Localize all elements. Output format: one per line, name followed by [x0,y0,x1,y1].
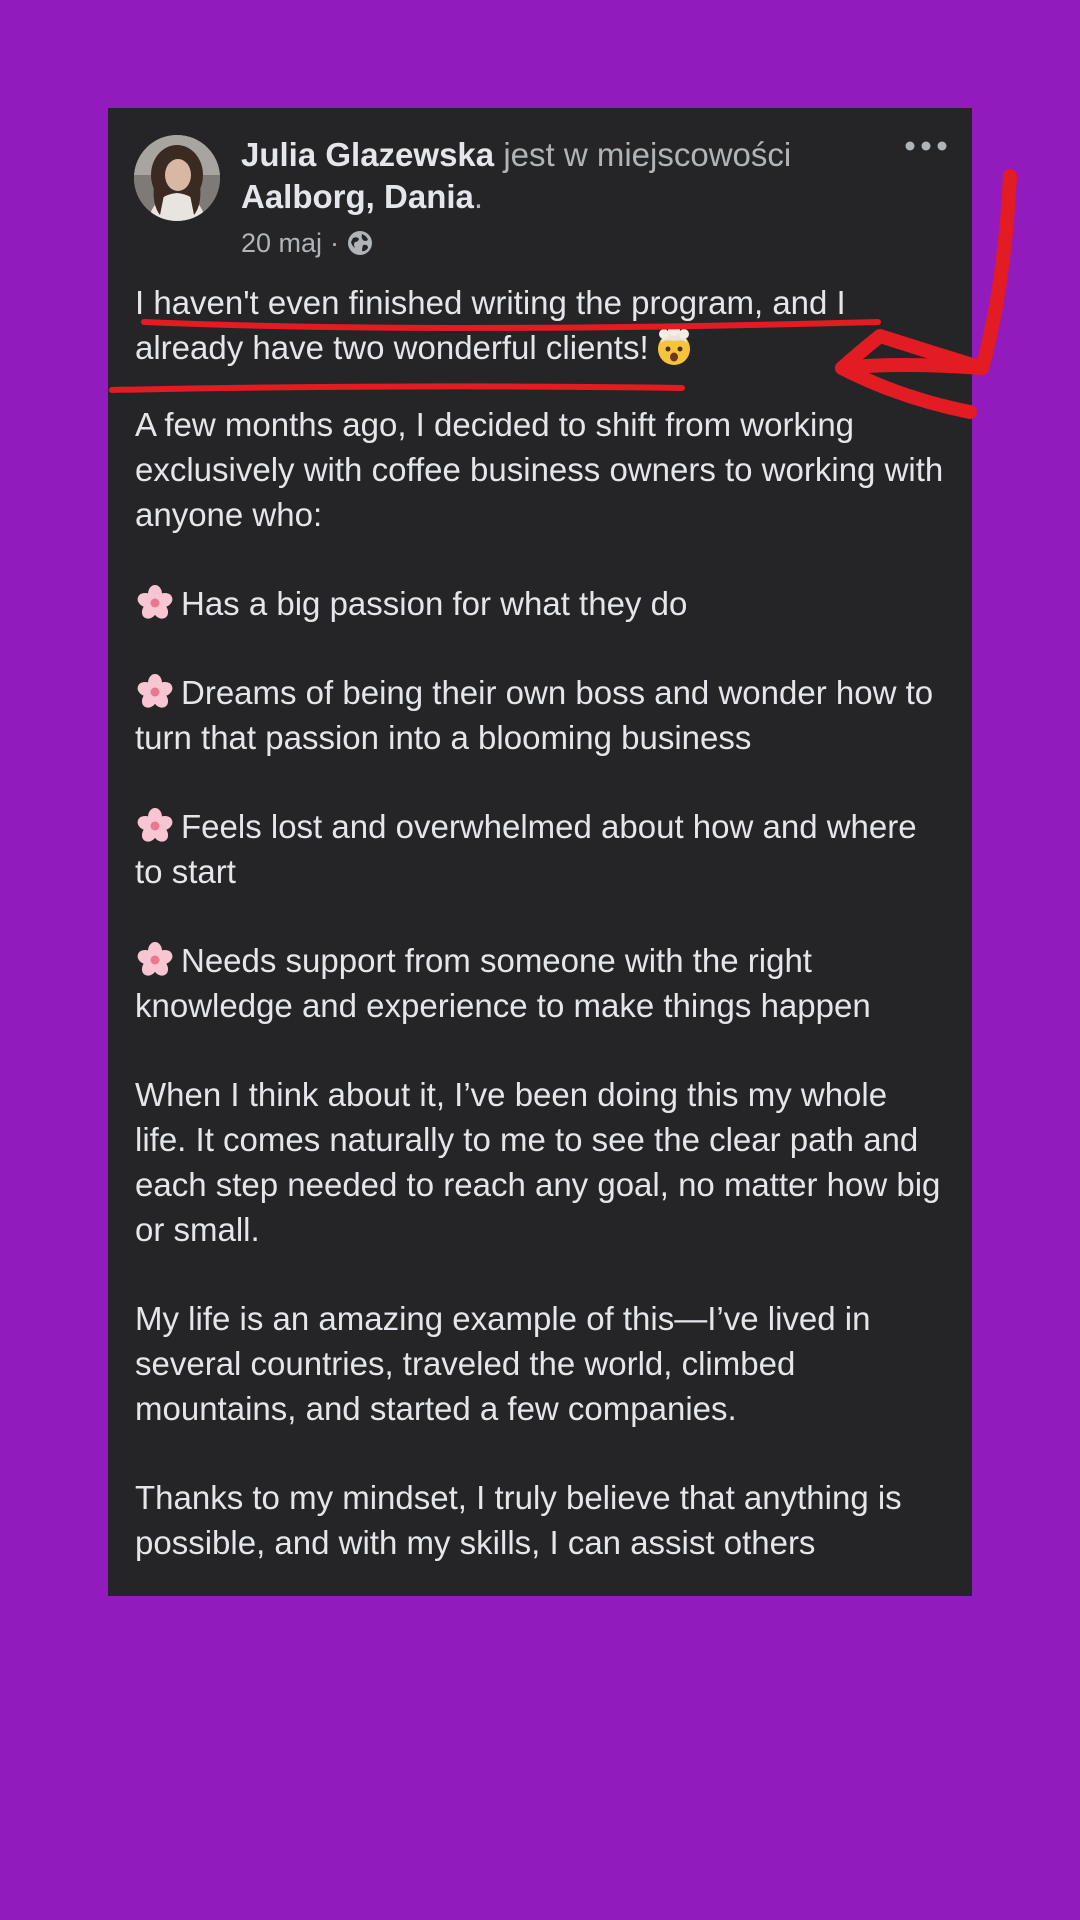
author-name[interactable]: Julia Glazewska [241,136,495,173]
cherry-blossom-icon [135,808,175,844]
body-paragraph: Thanks to my mindset, I truly believe that anything is possible, and with my skills, I can assist others [135,1479,902,1561]
avatar[interactable] [134,135,220,221]
bullet-text: Needs support from someone with the right knowledge and experience to make things happen [135,942,871,1024]
avatar-photo [134,135,220,221]
intro-paragraph: A few months ago, I decided to shift from working exclusively with coffee business owners to working with anyone who: [135,406,944,533]
bullet-item [135,670,945,760]
bullet-item [135,938,945,1028]
cherry-blossom-icon [135,585,175,621]
bullet-text: Has a big passion for what they do [181,585,688,622]
more-options-button[interactable] [902,128,950,164]
facebook-post-card [108,108,972,1596]
location-prefix: jest w miejscowości [503,136,792,173]
bullet-text: Feels lost and overwhelmed about how and where to start [135,808,917,890]
cherry-blossom-icon [135,674,175,710]
more-horizontal-icon [905,141,947,151]
globe-icon [347,230,373,256]
exploding-head-emoji-icon [653,325,695,367]
post-date[interactable]: 20 maj [241,228,323,258]
post-body [135,280,945,1596]
bullet-text: Dreams of being their own boss and wonder how to turn that passion into a blooming business [135,674,934,756]
headline-text: I haven't even finished writing the program, and I already have two wonderful clients! [135,284,846,366]
cherry-blossom-icon [135,942,175,978]
bullet-item [135,581,945,626]
post-header [241,134,841,218]
headline-paragraph [135,280,945,370]
location-suffix: . [473,178,484,215]
bullet-item [135,804,945,894]
meta-separator: · [330,228,340,258]
body-paragraph: My life is an amazing example of this—I’ve lived in several countries, traveled the world, climbed mountains, and started a few companies. [135,1300,871,1427]
post-meta [241,226,373,260]
location-link[interactable]: Aalborg, Dania [241,178,474,215]
body-paragraph: When I think about it, I’ve been doing this my whole life. It comes naturally to me to see the clear path and each step needed to reach any goal, no matter how big or small. [135,1076,941,1248]
